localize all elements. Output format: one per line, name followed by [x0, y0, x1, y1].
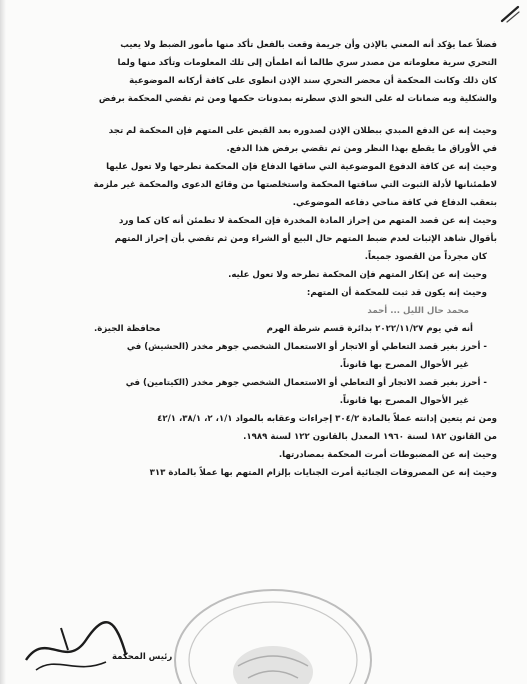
text-line: وحيث إنه عن إنكار المتهم فإن المحكمة تطرحه ولا تعول عليه. [228, 270, 487, 280]
date-line: أنه في يوم ٢٠٢٢/١١/٢٧ بدائرة قسم شرطة الهرم [266, 324, 473, 334]
text-line: فضلاً عما يؤكد أنه المعني بالإذن وأن جريمة وقعت بالفعل تأكد منها مأمور الضبط ولا يعيب [120, 40, 497, 50]
text-line: في الأوراق ما يقطع بهذا النظر ومن ثم تقضي برفض هذا الدفع. [226, 144, 497, 154]
defendant-name: محمد حال الليل ... أحمد [367, 306, 469, 316]
text-line: وحيث إنه عن الدفع المبدي ببطلان الإذن لصدوره بعد القبض على المتهم فإن المحكمة لم تجد [108, 126, 497, 136]
verdict-line: وحيث إنه عن المضبوطات أمرت المحكمة بمصادرتها. [278, 450, 497, 460]
text-line: لاطمئنانها لأدلة الثبوت التي ساقتها المحكمة واستخلصتها من وقائع الدعوى والمحكمة غير ملزمة [93, 180, 497, 190]
text-line: كان ذلك وكانت المحكمة أن محضر التحري سند الإذن انطوى على كافة أركانه الموضوعية [129, 76, 497, 86]
text-line: وحيث إنه يكون قد ثبت للمحكمة أن المتهم: [306, 288, 487, 298]
paragraph-gap [34, 108, 497, 122]
judge-signature [16, 600, 136, 680]
signature-label: رئيس المحكمة [112, 652, 173, 662]
date-location-row [34, 320, 497, 338]
verdict-line: ومن ثم يتعين إدانته عملاً بالمادة ٣٠٤/٢ إجراءات وعقابه بالمواد ١/١، ٢، ٣٨/١، ٤٢/١ [157, 414, 497, 424]
text-line: والشكلية وبه ضمانات له على النحو الذي سطرته بمدونات حكمها ومن ثم تقضي المحكمة برفض [98, 94, 497, 104]
text-line: بأقوال شاهد الإثبات لعدم ضبط المتهم حال البيع أو الشراء ومن ثم تقضي بأن إحراز المتهم [114, 234, 497, 244]
text-line: وحيث إنه عن قصد المتهم من إحراز المادة المخدرة فإن المحكمة لا تطمئن أنه كان كما ورد [118, 216, 497, 226]
charge-line: غير الأحوال المصرح بها قانوناً. [339, 396, 469, 406]
charge-line: غير الأحوال المصرح بها قانوناً. [339, 360, 469, 370]
court-seal-stamp [168, 586, 378, 684]
judgment-text [34, 36, 497, 482]
charge-line: - أحرز بغير قصد الاتجار أو التعاطي أو الاستعمال الشخصي جوهر مخدر (الكيتامين) في [125, 378, 487, 388]
verdict-line: وحيث إنه عن المصروفات الجنائية أمرت الجنايات بإلزام المتهم بها عملاً بالمادة ٣١٣ [149, 468, 497, 478]
text-line: بتعقب الدفاع في كافة مناحي دفاعه الموضوعي. [292, 198, 497, 208]
verdict-line: من القانون ١٨٢ لسنة ١٩٦٠ المعدل بالقانون ١٢٢ لسنة ١٩٨٩. [243, 432, 497, 442]
scan-edge-shadow [0, 0, 6, 684]
text-line: التحري سرية معلوماته من مصدر سري طالما أنه اطمأن إلى تلك المعلومات وتأكد منها ولما [117, 58, 497, 68]
corner-slash-mark [499, 4, 521, 24]
charge-line: - أحرز بغير قصد التعاطي أو الاتجار أو الاستعمال الشخصي جوهر مخدر (الحشيش) في [126, 342, 487, 352]
governorate: محافظة الجيزة. [94, 324, 161, 334]
text-line: وحيث إنه عن كافة الدفوع الموضوعية التي ساقها الدفاع فإن المحكمة تطرحها ولا تعول عليها [106, 162, 497, 172]
text-line: كان مجرداً من القصود جميعاً. [364, 252, 487, 262]
